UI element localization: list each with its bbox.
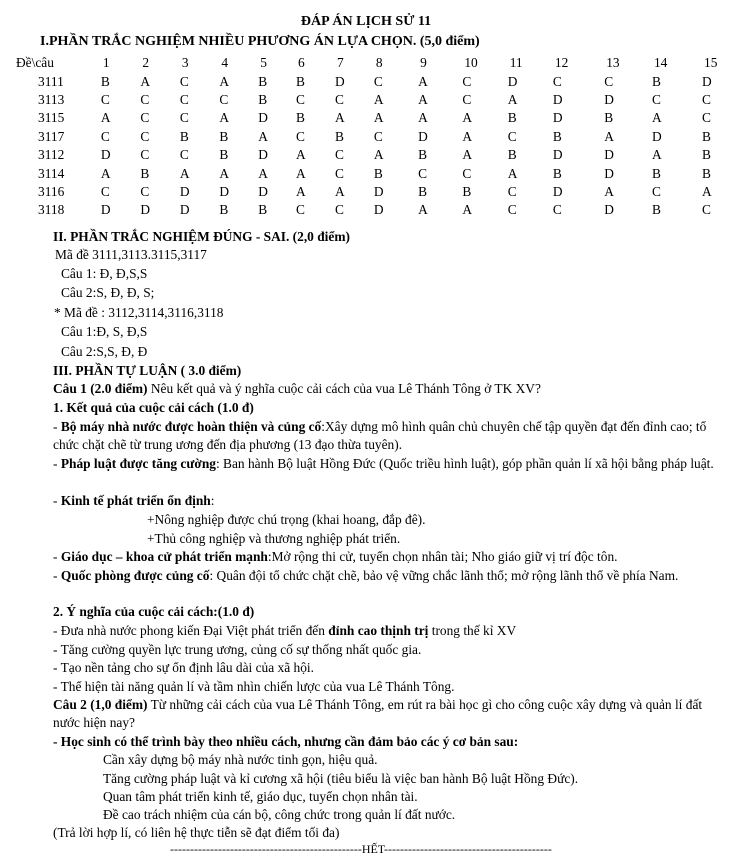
answer-cell: A — [373, 147, 384, 163]
result-item-text: : — [210, 493, 215, 508]
result-item-text: :Xây dựng mô hình quân chủ chuyên chế tập quyền đạt đến đỉnh cao; tổ chức chặt chẽ từ trung ương đến địa phương (13 đạo thừa tuyên). — [53, 419, 707, 452]
result-item-text: : Ban hành Bộ luật Hồng Đức (Quốc triều hình luật), góp phần quản lí xã hội bằng pháp luật. — [215, 456, 714, 471]
answer-cell: A — [418, 73, 428, 89]
answer-cell: B — [462, 183, 472, 199]
result-item: - Giáo dục – khoa cử phát triển mạnh:Mở rộng thi cử, tuyển chọn nhân tài; Nho giáo giữ vị trí độc tôn. — [53, 549, 618, 564]
answer-cell: A — [462, 202, 472, 218]
lesson-item: Quan tâm phát triển kinh tế, giáo dục, tuyển chọn nhân tài. — [103, 789, 418, 804]
question-1-text: Nêu kết quả và ý nghĩa cuộc cải cách của vua Lê Thánh Tông ở TK XV? — [147, 381, 541, 396]
exam-code: 3115 — [38, 110, 65, 126]
result-subitem: +Nông nghiệp được chú trọng (khai hoang, đắp đê). — [147, 512, 426, 527]
answer-cell: B — [604, 110, 614, 126]
answer-cell: B — [651, 73, 661, 89]
lesson-item: Cần xây dựng bộ máy nhà nước tinh gọn, hiệu quả. — [103, 752, 378, 767]
answer-cell: C — [604, 73, 614, 89]
answer-cell: D — [604, 147, 614, 163]
answer-cell: C — [100, 128, 110, 144]
answer-cell: C — [507, 128, 517, 144]
column-header: 3 — [181, 55, 189, 71]
answer-cell: A — [373, 91, 384, 107]
column-header: 9 — [420, 55, 427, 71]
answer-cell: B — [140, 165, 150, 181]
answer-cell: A — [418, 110, 428, 126]
answer-cell: B — [373, 165, 383, 181]
answer-cell: A — [462, 128, 472, 144]
answer-cell: B — [179, 128, 189, 144]
answer-row — [0, 146, 732, 164]
answer-cell: A — [507, 165, 518, 181]
answer-cell: D — [604, 165, 614, 181]
column-header: 5 — [260, 55, 267, 71]
answer-cell: D — [373, 202, 384, 218]
exam-code: 3118 — [38, 202, 65, 218]
answer-cell: A — [100, 165, 111, 181]
answer-cell: B — [296, 110, 305, 126]
answer-cell: A — [100, 110, 111, 126]
answer-cell: B — [651, 202, 661, 218]
lesson-item: Đề cao trách nhiệm của cán bộ, công chức trong quản lí đất nước. — [103, 807, 456, 822]
answer-cell: B — [334, 128, 344, 144]
answer-cell: C — [296, 91, 305, 107]
answer-cell: B — [219, 128, 229, 144]
answer-cell: D — [552, 147, 563, 163]
meaning-item — [53, 622, 516, 639]
answer-cell: C — [373, 128, 383, 144]
column-header: 13 — [606, 55, 620, 71]
answer-cell: B — [507, 147, 517, 163]
answer-cell: C — [373, 73, 383, 89]
answer-cell: B — [552, 128, 562, 144]
column-header: 4 — [221, 55, 229, 71]
section2-line: Câu 2:S, Đ, Đ, S; — [61, 285, 155, 300]
answer-cell: D — [258, 110, 268, 126]
answer-cell: D — [552, 183, 563, 199]
answer-cell: B — [418, 183, 428, 199]
answer-cell: B — [702, 147, 711, 163]
answer-cell: C — [140, 128, 150, 144]
grading-note: (Trả lời hợp lí, có liên hệ thực tiễn sẽ đạt điểm tối đa) — [53, 825, 340, 840]
result-item-bold: Kinh tế phát triển ổn định — [60, 493, 211, 508]
result-item: - Quốc phòng được củng cố: Quân đội tổ chức chặt chẽ, bảo vệ vững chắc lãnh thổ; mở rộng lãnh thổ về phía Nam. — [53, 568, 679, 583]
answer-cell: A — [258, 165, 268, 181]
exam-code: 3112 — [38, 147, 65, 163]
answer-cell: C — [462, 73, 472, 89]
section1-heading: I.PHẦN TRẮC NGHIỆM NHIỀU PHƯƠNG ÁN LỰA CHỌN. (5,0 điểm) — [40, 34, 480, 49]
answer-cell: B — [296, 73, 305, 89]
section2-heading: II. PHẦN TRẮC NGHIỆM ĐÚNG - SAI. (2,0 điểm) — [53, 229, 350, 244]
result-subitem: +Thủ công nghiệp và thương nghiệp phát triển. — [147, 531, 401, 546]
answer-cell: A — [296, 165, 306, 181]
answer-cell: B — [552, 165, 562, 181]
answer-cell: A — [219, 73, 230, 89]
answer-cell: A — [418, 91, 428, 107]
answer-cell: C — [507, 183, 517, 199]
answer-cell: B — [651, 165, 661, 181]
answer-cell: C — [552, 73, 562, 89]
answer-cell: C — [100, 91, 110, 107]
column-header: 11 — [509, 55, 523, 71]
answer-cell: D — [552, 91, 563, 107]
result-item-bold: Bộ máy nhà nước được hoàn thiện và củng cố — [60, 419, 322, 434]
question-2-intro: - Học sinh có thể trình bày theo nhiều cách, nhưng cần đảm bảo các ý cơ bản sau: — [53, 734, 519, 749]
question-2-label: Câu 2 (1,0 điểm) — [53, 697, 148, 712]
answer-row — [0, 183, 732, 201]
answer-cell: D — [702, 73, 712, 89]
part1-heading: 1. Kết quả của cuộc cải cách (1.0 đ) — [53, 400, 254, 415]
answer-cell: D — [219, 183, 230, 199]
result-item-text: :Mở rộng thi cử, tuyển chọn nhân tài; Nho giáo giữ vị trí độc tôn. — [267, 549, 618, 564]
answer-cell: A — [651, 147, 662, 163]
answer-row — [0, 128, 732, 146]
column-header: 15 — [704, 55, 718, 71]
answer-cell: D — [418, 128, 428, 144]
answer-cell: A — [219, 110, 230, 126]
result-item-bold: Giáo dục – khoa cử phát triển mạnh — [60, 549, 268, 564]
answer-cell: D — [334, 73, 345, 89]
meaning-item-bold: đỉnh cao thịnh trị — [328, 623, 429, 638]
answer-cell: C — [462, 165, 472, 181]
section2-line: Câu 1: Đ, Đ,S,S — [61, 266, 148, 281]
question-2 — [53, 696, 729, 732]
answer-cell: C — [702, 110, 711, 126]
answer-cell: B — [702, 165, 711, 181]
answer-cell: A — [462, 110, 472, 126]
answer-cell: C — [140, 183, 150, 199]
section2-line: Mã đề 3111,3113.3115,3117 — [55, 247, 207, 262]
result-item: - Bộ máy nhà nước được hoàn thiện và củng cố:Xây dựng mô hình quân chủ chuyên chế tập quyền đạt đến đỉnh cao; tổ chức chặt chẽ từ trung ương đến địa phương (13 đạo thừa tuyên). — [53, 419, 707, 452]
section2-line: Câu 2:S,S, Đ, Đ — [61, 344, 148, 359]
answer-cell: C — [100, 183, 110, 199]
answer-cell: D — [258, 147, 268, 163]
column-header: 12 — [554, 55, 569, 71]
answer-cell: D — [140, 202, 151, 218]
answer-cell: C — [296, 202, 305, 218]
answer-cell: D — [179, 183, 190, 199]
answer-row — [0, 109, 732, 127]
answer-cell: C — [552, 202, 562, 218]
answer-cell: A — [219, 165, 230, 181]
answer-cell: A — [507, 91, 518, 107]
answer-cell: C — [296, 128, 305, 144]
answer-row — [0, 201, 732, 219]
answer-cell: A — [296, 183, 306, 199]
corner-label: Đề\câu — [16, 55, 54, 71]
exam-code: 3111 — [38, 73, 64, 89]
answer-cell: A — [258, 128, 268, 144]
answer-cell: D — [179, 202, 190, 218]
answer-row — [0, 164, 732, 182]
answer-cell: B — [507, 110, 517, 126]
answer-cell: C — [334, 165, 344, 181]
question-1-label: Câu 1 (2.0 điểm) — [53, 381, 148, 396]
answer-cell: B — [219, 202, 229, 218]
answer-cell: A — [296, 147, 306, 163]
answer-cell: A — [334, 183, 345, 199]
question-2-text: Từ những cải cách của vua Lê Thánh Tông, em rút ra bài học gì cho công cuộc xây dựng và quản lí đất nước hiện nay? — [53, 697, 703, 730]
answer-cell: C — [140, 110, 150, 126]
meaning-item-text: - Đưa nhà nước phong kiến Đại Việt phát triển đến — [53, 623, 329, 638]
column-header: 1 — [102, 55, 110, 71]
meaning-item: - Thể hiện tài năng quản lí và tầm nhìn chiến lược của vua Lê Thánh Tông. — [53, 679, 455, 694]
answer-cell: D — [507, 73, 518, 89]
meaning-item-text: trong thế kỉ XV — [428, 623, 517, 638]
section2-line: Câu 1:Đ, S, Đ,S — [61, 324, 148, 339]
answer-cell: B — [219, 147, 229, 163]
answer-cell: D — [604, 91, 614, 107]
answer-cell: C — [140, 147, 150, 163]
answer-cell: B — [702, 128, 711, 144]
answer-cell: C — [462, 91, 472, 107]
answer-cell: C — [702, 91, 711, 107]
answer-cell: A — [604, 128, 614, 144]
part2-heading: 2. Ý nghĩa của cuộc cải cách:(1.0 đ) — [53, 604, 255, 619]
result-item: - Kinh tế phát triển ổn định: — [53, 493, 215, 508]
exam-code: 3113 — [38, 91, 65, 107]
answer-cell: C — [702, 202, 711, 218]
answer-cell: C — [179, 147, 189, 163]
exam-code: 3117 — [38, 128, 65, 144]
meaning-item: - Tạo nền tảng cho sự ổn định lâu dài của xã hội. — [53, 660, 314, 675]
question-1 — [53, 380, 541, 397]
answer-cell: D — [552, 110, 563, 126]
answer-cell: D — [373, 183, 384, 199]
section2-line: * Mã đề : 3112,3114,3116,3118 — [54, 305, 224, 320]
column-header: 2 — [142, 55, 150, 71]
answer-cell: A — [140, 73, 151, 89]
answer-cell: A — [651, 110, 662, 126]
answer-cell: A — [373, 110, 384, 126]
result-item: - Pháp luật được tăng cường: Ban hành Bộ luật Hồng Đức (Quốc triều hình luật), góp phần quản lí xã hội bằng pháp luật. — [53, 456, 714, 471]
answer-cell: A — [418, 202, 428, 218]
column-header: 8 — [375, 55, 383, 71]
answer-cell: C — [179, 73, 189, 89]
lesson-item: Tăng cường pháp luật và kỉ cương xã hội (tiêu biểu là việc ban hành Bộ luật Hồng Đức). — [103, 771, 579, 786]
section3-heading: III. PHẦN TỰ LUẬN ( 3.0 điểm) — [53, 363, 242, 378]
answer-table-header — [0, 54, 732, 72]
column-header: 10 — [464, 55, 478, 71]
answer-cell: C — [418, 165, 428, 181]
column-header: 14 — [653, 55, 668, 71]
answer-cell: A — [702, 183, 712, 199]
answer-cell: C — [334, 91, 344, 107]
answer-cell: C — [219, 91, 229, 107]
answer-cell: C — [651, 91, 661, 107]
answer-cell: C — [334, 202, 344, 218]
answer-cell: D — [604, 202, 614, 218]
result-item-text: : Quân đội tổ chức chặt chẽ, bảo vệ vững chắc lãnh thổ; mở rộng lãnh thổ về phía Nam. — [209, 568, 679, 583]
end-marker: ------------------------------------------------HẾT------------------------------------------ — [170, 842, 552, 856]
answer-cell: D — [100, 202, 111, 218]
answer-cell: D — [651, 128, 662, 144]
answer-cell: B — [100, 73, 110, 89]
column-header: 6 — [298, 55, 305, 71]
answer-row — [0, 72, 732, 90]
meaning-item: - Tăng cường quyền lực trung ương, củng cố sự thống nhất quốc gia. — [53, 642, 422, 657]
answer-cell: C — [651, 183, 661, 199]
answer-cell: A — [179, 165, 190, 181]
answer-cell: C — [334, 147, 344, 163]
answer-cell: B — [258, 202, 268, 218]
answer-cell: D — [258, 183, 268, 199]
exam-code: 3114 — [38, 165, 65, 181]
result-item-bold: Quốc phòng được củng cố — [60, 568, 210, 583]
answer-cell: B — [258, 73, 268, 89]
answer-cell: C — [179, 91, 189, 107]
answer-cell: C — [507, 202, 517, 218]
answer-cell: D — [100, 147, 111, 163]
answer-cell: C — [140, 91, 150, 107]
answer-cell: C — [179, 110, 189, 126]
answer-cell: B — [418, 147, 428, 163]
answer-cell: A — [334, 110, 345, 126]
result-item-bold: Pháp luật được tăng cường — [60, 456, 216, 471]
column-header: 7 — [336, 55, 344, 71]
answer-table — [0, 54, 732, 220]
exam-code: 3116 — [38, 183, 65, 199]
answer-cell: A — [462, 147, 472, 163]
answer-cell: A — [604, 183, 614, 199]
answer-cell: B — [258, 91, 268, 107]
answer-row — [0, 91, 732, 109]
page-title: ĐÁP ÁN LỊCH SỬ 11 — [300, 14, 432, 29]
